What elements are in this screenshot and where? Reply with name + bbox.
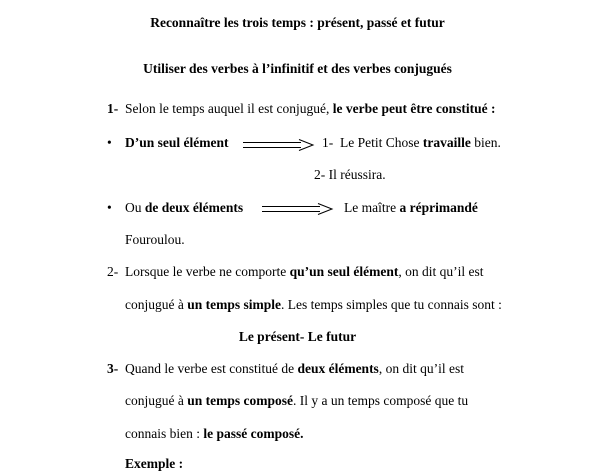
paragraph-2-bold: un temps simple xyxy=(187,297,281,312)
paragraph-1-number: 1- xyxy=(107,101,119,116)
paragraph-2-text: conjugué à xyxy=(125,297,188,312)
example-3-pre: Le maître xyxy=(344,200,400,215)
paragraph-3-bold: deux éléments xyxy=(297,361,379,376)
example-3 xyxy=(344,200,478,216)
paragraph-1 xyxy=(107,101,496,117)
paragraph-3-line-2 xyxy=(125,393,468,409)
paragraph-2-bold: qu’un seul élément xyxy=(289,264,399,279)
example-label: Exemple : xyxy=(125,456,184,471)
example-1-post: bien. xyxy=(470,135,501,150)
paragraph-2-text: Lorsque le verbe ne comporte xyxy=(125,264,290,279)
paragraph-3-text: Quand le verbe est constitué de xyxy=(125,361,298,376)
paragraph-3-bold: le passé composé. xyxy=(203,426,304,441)
paragraph-3-line-3 xyxy=(125,426,303,442)
example-1-pre: Le Petit Chose xyxy=(340,135,423,150)
paragraph-3-text: connais bien : xyxy=(125,426,204,441)
paragraph-3-text: , on dit qu’il est xyxy=(378,361,464,376)
bullet-2-dot: • xyxy=(107,200,112,215)
example-1 xyxy=(322,135,501,151)
bullet-2-label: de deux éléments xyxy=(144,200,244,215)
bullet-1-label: D’un seul élément xyxy=(125,135,229,150)
paragraph-2-text: . Les temps simples que tu connais sont : xyxy=(281,297,502,312)
bullet-2-text xyxy=(125,200,243,216)
simple-tenses: Le présent- Le futur xyxy=(238,329,357,344)
title-line-2: Utiliser des verbes à l’infinitif et des verbes conjugués xyxy=(143,61,452,76)
paragraph-2-line-1 xyxy=(107,264,483,280)
example-1-number: 1- xyxy=(322,135,334,150)
example-1-verb: travaille xyxy=(422,135,471,150)
arrow-icon xyxy=(243,139,315,151)
paragraph-2-line-2 xyxy=(125,297,502,313)
paragraph-1-text: Selon le temps auquel il est conjugué, xyxy=(125,101,333,116)
paragraph-1-bold: le verbe peut être constitué : xyxy=(332,101,496,116)
paragraph-2-text: , on dit qu’il est xyxy=(398,264,484,279)
paragraph-3-number: 3- xyxy=(107,361,119,376)
paragraph-2-number: 2- xyxy=(107,264,119,279)
bullet-1-dot: • xyxy=(107,135,112,150)
bullet-2-pre: Ou xyxy=(125,200,145,215)
example-3-continuation: Fouroulou. xyxy=(125,232,185,247)
paragraph-3-bold: un temps composé xyxy=(187,393,293,408)
title-line-1: Reconnaître les trois temps : présent, passé et futur xyxy=(150,15,445,30)
example-2: 2- Il réussira. xyxy=(314,167,386,182)
paragraph-3-text: . Il y a un temps composé que tu xyxy=(293,393,469,408)
paragraph-3-text: conjugué à xyxy=(125,393,188,408)
example-3-verb: a réprimandé xyxy=(399,200,478,215)
paragraph-3-line-1 xyxy=(107,361,464,377)
arrow-icon xyxy=(262,203,334,215)
